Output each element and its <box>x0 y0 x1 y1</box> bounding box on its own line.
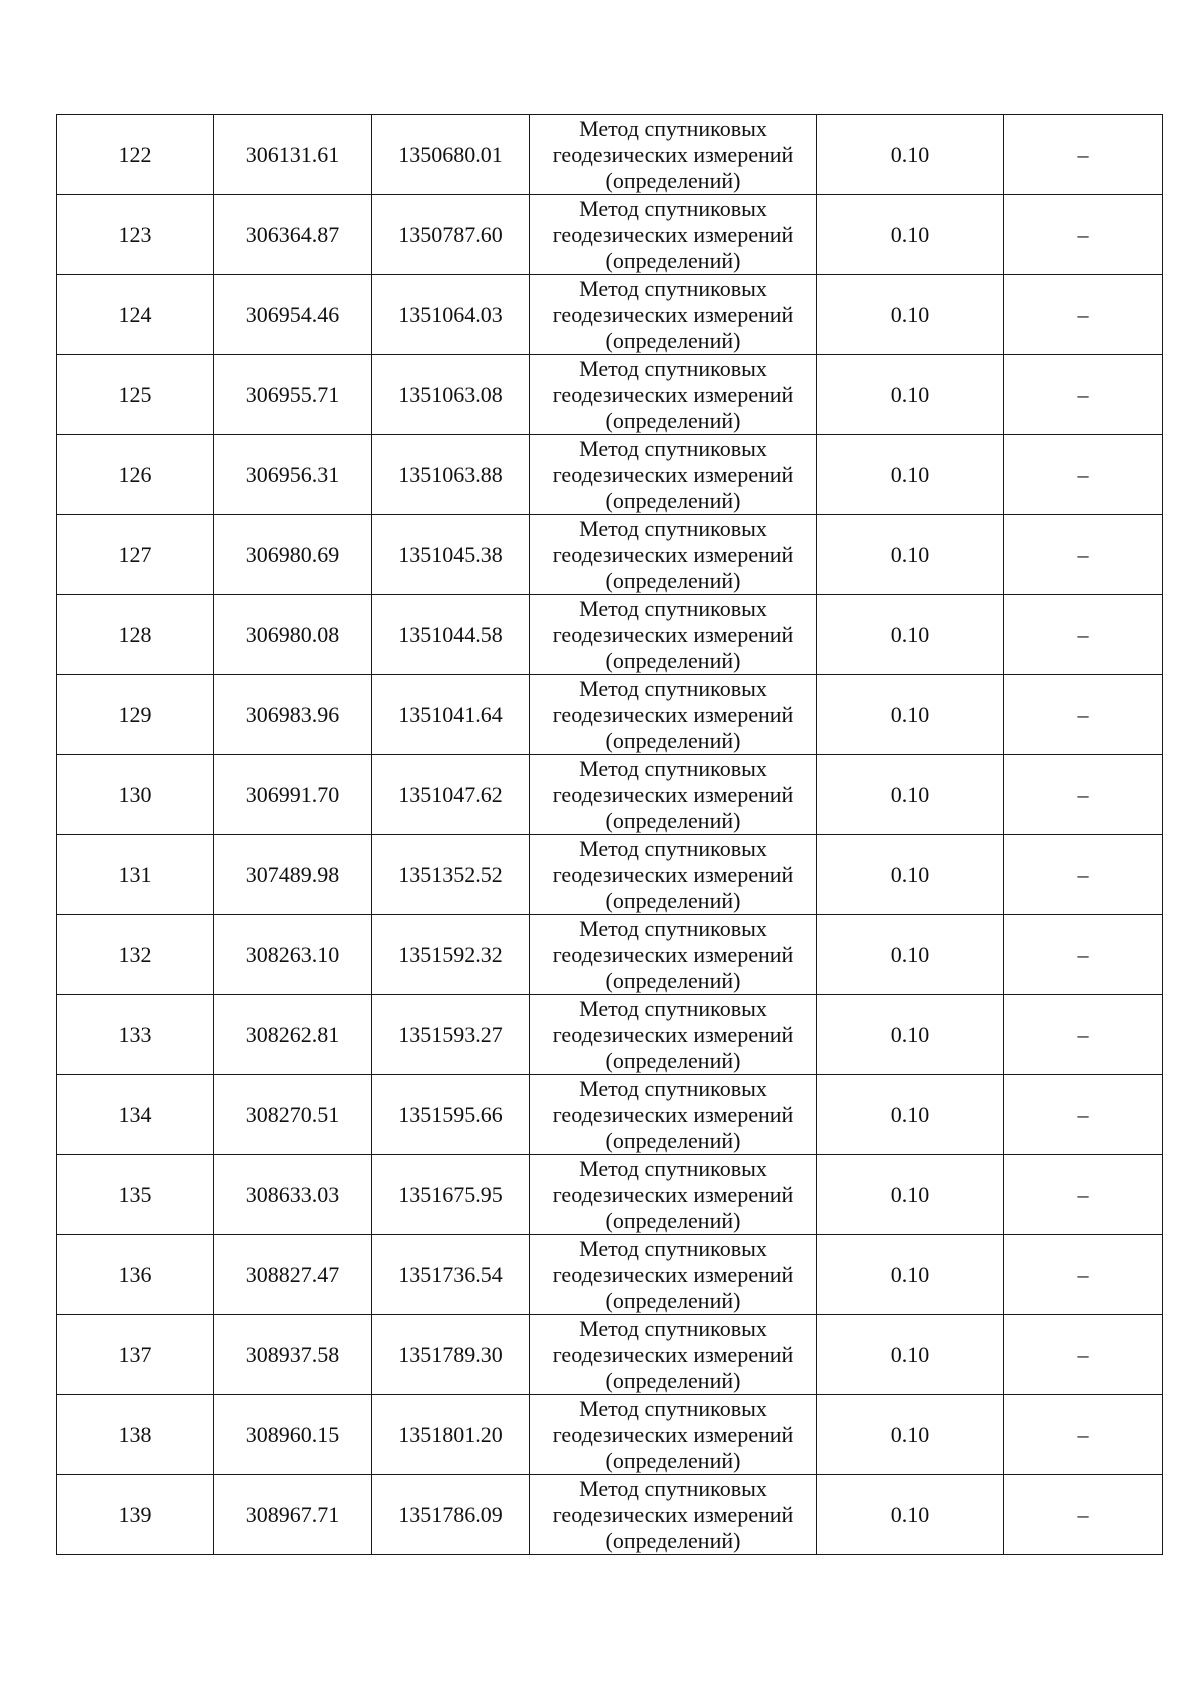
note-cell: – <box>1004 755 1163 835</box>
method-cell <box>530 915 817 995</box>
table-row <box>57 1235 1163 1315</box>
method-cell <box>530 595 817 675</box>
precision-cell: 0.10 <box>817 355 1004 435</box>
coordinates-table-body <box>57 115 1163 1555</box>
method-text-line: Метод спутниковых <box>579 1395 767 1421</box>
note-cell: – <box>1004 275 1163 355</box>
table-row <box>57 275 1163 355</box>
method-cell <box>530 1475 817 1555</box>
note-cell: – <box>1004 915 1163 995</box>
point-number-cell: 131 <box>57 835 214 915</box>
method-text-line: Метод спутниковых <box>579 995 767 1021</box>
method-cell <box>530 995 817 1075</box>
method-text-line: Метод спутниковых <box>579 195 767 221</box>
point-number-cell: 136 <box>57 1235 214 1315</box>
x-coordinate-cell: 308633.03 <box>214 1155 372 1235</box>
method-cell <box>530 1155 817 1235</box>
y-coordinate-cell: 1351064.03 <box>372 275 530 355</box>
x-coordinate-cell: 307489.98 <box>214 835 372 915</box>
coordinates-table <box>56 114 1163 1555</box>
y-coordinate-cell: 1350787.60 <box>372 195 530 275</box>
precision-cell: 0.10 <box>817 755 1004 835</box>
method-text-line: геодезических измерений <box>552 701 794 727</box>
table-row <box>57 595 1163 675</box>
method-text-line: (определений) <box>605 1287 741 1313</box>
table-row <box>57 1075 1163 1155</box>
point-number-cell: 127 <box>57 515 214 595</box>
note-cell: – <box>1004 1235 1163 1315</box>
method-text-line: геодезических измерений <box>552 221 794 247</box>
method-text-line: Метод спутниковых <box>579 1315 767 1341</box>
precision-cell: 0.10 <box>817 435 1004 515</box>
method-cell <box>530 1235 817 1315</box>
table-row <box>57 1475 1163 1555</box>
x-coordinate-cell: 308262.81 <box>214 995 372 1075</box>
y-coordinate-cell: 1351786.09 <box>372 1475 530 1555</box>
x-coordinate-cell: 306364.87 <box>214 195 372 275</box>
note-cell: – <box>1004 115 1163 195</box>
method-cell <box>530 355 817 435</box>
note-cell: – <box>1004 835 1163 915</box>
method-text-line: Метод спутниковых <box>579 1155 767 1181</box>
precision-cell: 0.10 <box>817 115 1004 195</box>
note-cell: – <box>1004 995 1163 1075</box>
method-text-line: Метод спутниковых <box>579 435 767 461</box>
method-cell <box>530 275 817 355</box>
method-cell <box>530 1315 817 1395</box>
y-coordinate-cell: 1351595.66 <box>372 1075 530 1155</box>
y-coordinate-cell: 1351044.58 <box>372 595 530 675</box>
method-text-line: геодезических измерений <box>552 541 794 567</box>
method-text-line: геодезических измерений <box>552 861 794 887</box>
x-coordinate-cell: 306983.96 <box>214 675 372 755</box>
point-number-cell: 124 <box>57 275 214 355</box>
note-cell: – <box>1004 1075 1163 1155</box>
precision-cell: 0.10 <box>817 1155 1004 1235</box>
note-cell: – <box>1004 435 1163 515</box>
method-text-line: (определений) <box>605 647 741 673</box>
method-cell <box>530 675 817 755</box>
method-text-line: геодезических измерений <box>552 141 794 167</box>
table-row <box>57 115 1163 195</box>
y-coordinate-cell: 1351041.64 <box>372 675 530 755</box>
table-row <box>57 995 1163 1075</box>
method-text-line: (определений) <box>605 1527 741 1553</box>
precision-cell: 0.10 <box>817 1235 1004 1315</box>
precision-cell: 0.10 <box>817 515 1004 595</box>
note-cell: – <box>1004 1155 1163 1235</box>
note-cell: – <box>1004 515 1163 595</box>
method-cell <box>530 1395 817 1475</box>
method-text-line: Метод спутниковых <box>579 275 767 301</box>
method-cell <box>530 755 817 835</box>
method-text-line: геодезических измерений <box>552 1101 794 1127</box>
method-text-line: Метод спутниковых <box>579 515 767 541</box>
point-number-cell: 129 <box>57 675 214 755</box>
x-coordinate-cell: 306954.46 <box>214 275 372 355</box>
x-coordinate-cell: 308960.15 <box>214 1395 372 1475</box>
table-row <box>57 515 1163 595</box>
method-text-line: геодезических измерений <box>552 1181 794 1207</box>
precision-cell: 0.10 <box>817 675 1004 755</box>
table-row <box>57 1315 1163 1395</box>
table-row <box>57 435 1163 515</box>
method-text-line: геодезических измерений <box>552 461 794 487</box>
precision-cell: 0.10 <box>817 1475 1004 1555</box>
method-text-line: геодезических измерений <box>552 1261 794 1287</box>
method-cell <box>530 195 817 275</box>
point-number-cell: 133 <box>57 995 214 1075</box>
point-number-cell: 123 <box>57 195 214 275</box>
method-text-line: (определений) <box>605 567 741 593</box>
method-text-line: геодезических измерений <box>552 941 794 967</box>
table-row <box>57 835 1163 915</box>
y-coordinate-cell: 1351047.62 <box>372 755 530 835</box>
method-cell <box>530 115 817 195</box>
method-text-line: геодезических измерений <box>552 1341 794 1367</box>
precision-cell: 0.10 <box>817 1075 1004 1155</box>
y-coordinate-cell: 1351801.20 <box>372 1395 530 1475</box>
x-coordinate-cell: 306980.08 <box>214 595 372 675</box>
precision-cell: 0.10 <box>817 195 1004 275</box>
table-row <box>57 1155 1163 1235</box>
precision-cell: 0.10 <box>817 595 1004 675</box>
method-text-line: геодезических измерений <box>552 1501 794 1527</box>
method-text-line: геодезических измерений <box>552 301 794 327</box>
point-number-cell: 122 <box>57 115 214 195</box>
method-text-line: Метод спутниковых <box>579 355 767 381</box>
method-text-line: геодезических измерений <box>552 1021 794 1047</box>
point-number-cell: 126 <box>57 435 214 515</box>
method-cell <box>530 835 817 915</box>
y-coordinate-cell: 1351593.27 <box>372 995 530 1075</box>
x-coordinate-cell: 308937.58 <box>214 1315 372 1395</box>
y-coordinate-cell: 1351045.38 <box>372 515 530 595</box>
method-text-line: геодезических измерений <box>552 381 794 407</box>
method-text-line: (определений) <box>605 407 741 433</box>
table-row <box>57 755 1163 835</box>
y-coordinate-cell: 1351592.32 <box>372 915 530 995</box>
method-text-line: (определений) <box>605 1207 741 1233</box>
method-text-line: Метод спутниковых <box>579 1475 767 1501</box>
note-cell: – <box>1004 195 1163 275</box>
method-text-line: Метод спутниковых <box>579 1075 767 1101</box>
method-text-line: геодезических измерений <box>552 621 794 647</box>
method-text-line: Метод спутниковых <box>579 915 767 941</box>
method-text-line: (определений) <box>605 247 741 273</box>
method-text-line: (определений) <box>605 167 741 193</box>
method-text-line: (определений) <box>605 487 741 513</box>
x-coordinate-cell: 308827.47 <box>214 1235 372 1315</box>
precision-cell: 0.10 <box>817 995 1004 1075</box>
method-cell <box>530 435 817 515</box>
y-coordinate-cell: 1351063.88 <box>372 435 530 515</box>
x-coordinate-cell: 306131.61 <box>214 115 372 195</box>
point-number-cell: 138 <box>57 1395 214 1475</box>
y-coordinate-cell: 1351352.52 <box>372 835 530 915</box>
method-text-line: (определений) <box>605 327 741 353</box>
precision-cell: 0.10 <box>817 275 1004 355</box>
note-cell: – <box>1004 1395 1163 1475</box>
x-coordinate-cell: 306956.31 <box>214 435 372 515</box>
method-text-line: Метод спутниковых <box>579 755 767 781</box>
x-coordinate-cell: 308263.10 <box>214 915 372 995</box>
point-number-cell: 132 <box>57 915 214 995</box>
method-text-line: Метод спутниковых <box>579 835 767 861</box>
table-row <box>57 675 1163 755</box>
method-cell <box>530 515 817 595</box>
y-coordinate-cell: 1351063.08 <box>372 355 530 435</box>
x-coordinate-cell: 306980.69 <box>214 515 372 595</box>
note-cell: – <box>1004 595 1163 675</box>
x-coordinate-cell: 308270.51 <box>214 1075 372 1155</box>
table-row <box>57 195 1163 275</box>
point-number-cell: 135 <box>57 1155 214 1235</box>
method-text-line: (определений) <box>605 727 741 753</box>
method-text-line: Метод спутниковых <box>579 595 767 621</box>
table-row <box>57 915 1163 995</box>
method-text-line: геодезических измерений <box>552 1421 794 1447</box>
method-text-line: (определений) <box>605 887 741 913</box>
note-cell: – <box>1004 355 1163 435</box>
method-text-line: (определений) <box>605 1367 741 1393</box>
point-number-cell: 139 <box>57 1475 214 1555</box>
method-text-line: Метод спутниковых <box>579 1235 767 1261</box>
note-cell: – <box>1004 1475 1163 1555</box>
note-cell: – <box>1004 675 1163 755</box>
y-coordinate-cell: 1350680.01 <box>372 115 530 195</box>
y-coordinate-cell: 1351675.95 <box>372 1155 530 1235</box>
method-text-line: (определений) <box>605 1127 741 1153</box>
method-text-line: (определений) <box>605 967 741 993</box>
precision-cell: 0.10 <box>817 835 1004 915</box>
x-coordinate-cell: 308967.71 <box>214 1475 372 1555</box>
point-number-cell: 128 <box>57 595 214 675</box>
method-text-line: Метод спутниковых <box>579 115 767 141</box>
point-number-cell: 134 <box>57 1075 214 1155</box>
method-text-line: (определений) <box>605 1447 741 1473</box>
method-text-line: геодезических измерений <box>552 781 794 807</box>
method-text-line: Метод спутниковых <box>579 675 767 701</box>
x-coordinate-cell: 306955.71 <box>214 355 372 435</box>
x-coordinate-cell: 306991.70 <box>214 755 372 835</box>
precision-cell: 0.10 <box>817 1395 1004 1475</box>
point-number-cell: 125 <box>57 355 214 435</box>
precision-cell: 0.10 <box>817 1315 1004 1395</box>
table-row <box>57 1395 1163 1475</box>
method-text-line: (определений) <box>605 1047 741 1073</box>
point-number-cell: 137 <box>57 1315 214 1395</box>
y-coordinate-cell: 1351789.30 <box>372 1315 530 1395</box>
method-cell <box>530 1075 817 1155</box>
table-row <box>57 355 1163 435</box>
method-text-line: (определений) <box>605 807 741 833</box>
precision-cell: 0.10 <box>817 915 1004 995</box>
y-coordinate-cell: 1351736.54 <box>372 1235 530 1315</box>
point-number-cell: 130 <box>57 755 214 835</box>
note-cell: – <box>1004 1315 1163 1395</box>
